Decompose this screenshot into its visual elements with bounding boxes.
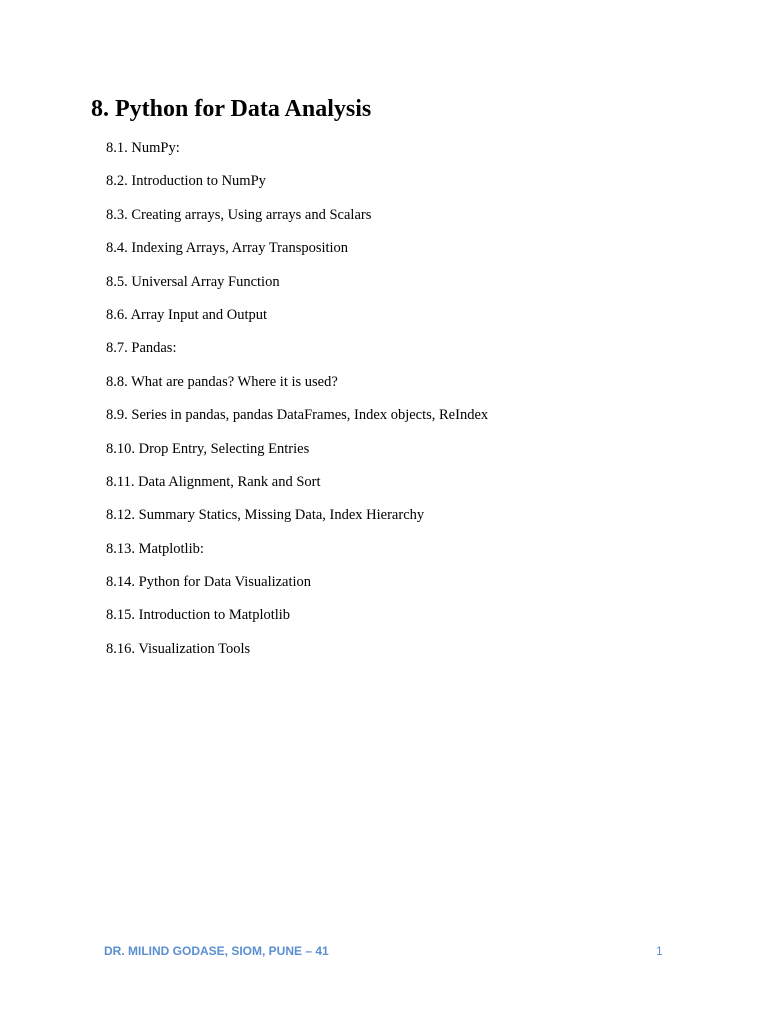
topic-item: 8.2. Introduction to NumPy bbox=[106, 173, 266, 190]
topic-item: 8.1. NumPy: bbox=[106, 140, 180, 156]
topic-item: 8.7. Pandas: bbox=[106, 340, 177, 357]
footer-author: DR. MILIND GODASE, SIOM, PUNE – 41 bbox=[104, 944, 329, 958]
page-number: 1 bbox=[656, 944, 663, 958]
section-topic-list bbox=[106, 138, 488, 672]
topic-item: 8.6. Array Input and Output bbox=[106, 306, 268, 323]
topic-item: 8.4. Indexing Arrays, Array Transposition bbox=[106, 240, 349, 257]
topic-item: 8.16. Visualization Tools bbox=[106, 640, 251, 657]
topic-item: 8.14. Python for Data Visualization bbox=[106, 574, 312, 591]
topic-item: 8.3. Creating arrays, Using arrays and Scalars bbox=[106, 206, 372, 223]
section-heading: 8. Python for Data Analysis bbox=[91, 96, 372, 122]
topic-item: 8.9. Series in pandas, pandas DataFrames, Index objects, ReIndex bbox=[106, 407, 489, 424]
topic-item: 8.13. Matplotlib: bbox=[106, 540, 204, 557]
topic-item: 8.5. Universal Array Function bbox=[106, 273, 280, 290]
topic-item: 8.10. Drop Entry, Selecting Entries bbox=[106, 440, 310, 457]
topic-item: 8.11. Data Alignment, Rank and Sort bbox=[106, 473, 321, 490]
topic-item: 8.8. What are pandas? Where it is used? bbox=[106, 373, 338, 390]
topic-item: 8.15. Introduction to Matplotlib bbox=[106, 607, 291, 624]
topic-item: 8.12. Summary Statics, Missing Data, Index Hierarchy bbox=[106, 507, 425, 524]
